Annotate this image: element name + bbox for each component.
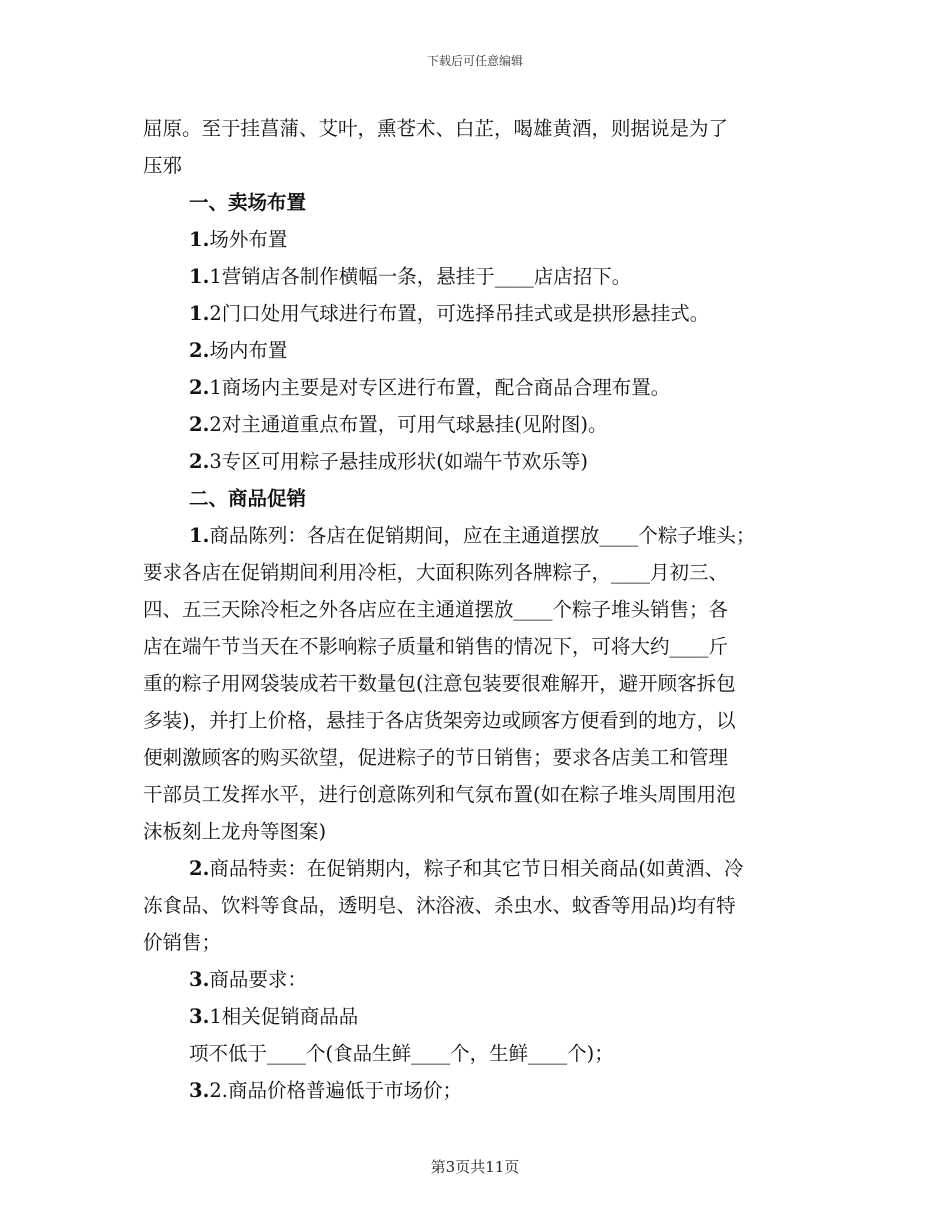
text-line (143, 406, 808, 443)
text-line: 重的粽子用网袋装成若干数量包(注意包装要很难解开，避开顾客拆包 (143, 672, 736, 695)
text-line: 沫板刻上龙舟等图案) (143, 820, 327, 843)
section-heading: 一、卖场布置 (189, 191, 307, 214)
item-number: 2. (189, 376, 210, 399)
item-text: 商品陈列：各店在促销期间，应在主通道摆放____个粽子堆头； (209, 524, 756, 547)
text-line: 冻食品、饮料等食品，透明皂、沐浴液、杀虫水、蚊香等用品)均有特 (143, 894, 736, 917)
text-line: 干部员工发挥水平，进行创意陈列和气氛布置(如在粽子堆头周围用泡 (143, 783, 736, 806)
text-line: 屈原。至于挂菖蒲、艾叶，熏苍术、白芷，喝雄黄酒，则据说是为了 (143, 117, 729, 140)
item-number: 1. (189, 265, 210, 288)
text-line (143, 850, 808, 887)
text-line: 价销售； (143, 931, 222, 954)
text-line (143, 443, 808, 480)
text-line (143, 369, 808, 406)
item-text: 商品要求： (209, 968, 307, 991)
item-text: 2.商品价格普遍低于市场价； (209, 1079, 462, 1102)
item-number: 2. (189, 413, 210, 436)
document-body (143, 110, 808, 1109)
text-line: 四、五三天除冷柜之外各店应在主通道摆放____个粽子堆头销售；各 (143, 598, 729, 621)
item-text: 2门口处用气球进行布置，可选择吊挂式或是拱形悬挂式。 (209, 302, 710, 325)
item-text: 1相关促销商品品 (209, 1005, 359, 1028)
item-number: 2. (189, 450, 210, 473)
item-text: 3专区可用粽子悬挂成形状(如端午节欢乐等) (209, 450, 588, 473)
text-line (143, 517, 808, 554)
item-number: 1. (189, 228, 210, 251)
item-number: 1. (189, 302, 210, 325)
text-line (143, 998, 808, 1035)
page-footer: 第3页共11页 (430, 1158, 520, 1176)
item-number: 3. (189, 1079, 210, 1102)
item-number: 3. (189, 968, 210, 991)
text-line (143, 961, 808, 998)
item-text: 1营销店各制作横幅一条，悬挂于____店店招下。 (209, 265, 632, 288)
text-line: 多装)，并打上价格，悬挂于各店货架旁边或顾客方便看到的地方，以 (143, 709, 736, 732)
text-line: 便刺激顾客的购买欲望，促进粽子的节日销售；要求各店美工和管理 (143, 746, 729, 769)
item-text: 商品特卖：在促销期内，粽子和其它节日相关商品(如黄酒、冷 (209, 857, 744, 880)
item-number: 1. (189, 524, 210, 547)
item-text: 场内布置 (209, 339, 288, 362)
item-number: 2. (189, 339, 210, 362)
item-text: 1商场内主要是对专区进行布置，配合商品合理布置。 (209, 376, 671, 399)
text-line (143, 1072, 808, 1109)
item-text: 2对主通道重点布置，可用气球悬挂(见附图)。 (209, 413, 608, 436)
text-line (143, 258, 808, 295)
text-line (143, 221, 808, 258)
item-text: 场外布置 (209, 228, 288, 251)
item-number: 3. (189, 1005, 210, 1028)
section-heading: 二、商品促销 (189, 487, 307, 510)
text-line: 项不低于____个(食品生鲜____个，生鲜____个)； (189, 1042, 614, 1065)
text-line (143, 332, 808, 369)
item-number: 2. (189, 857, 210, 880)
text-line: 压邪 (143, 154, 183, 177)
text-line (143, 295, 808, 332)
text-line: 店在端午节当天在不影响粽子质量和销售的情况下，可将大约____斤 (143, 635, 729, 658)
page-header: 下载后可任意编辑 (426, 54, 523, 68)
text-line: 要求各店在促销期间利用冷柜，大面积陈列各牌粽子，____月初三、 (143, 561, 729, 584)
